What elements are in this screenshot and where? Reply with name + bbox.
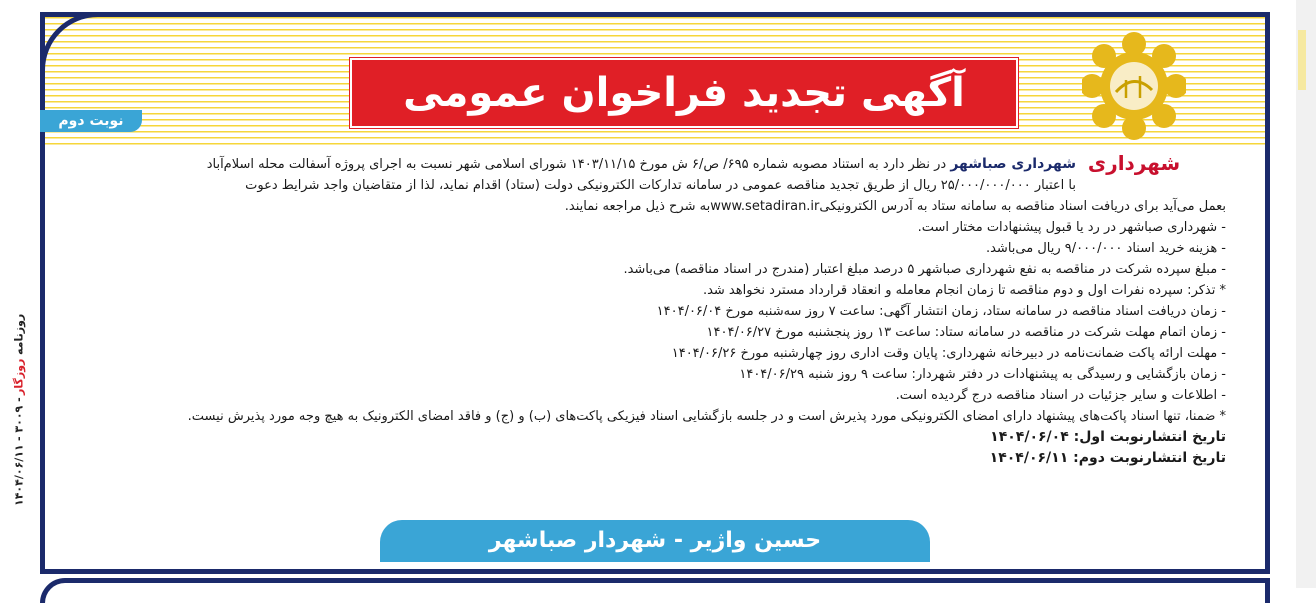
condition-item: * ضمنا، تنها اسناد پاکت‌های پیشنهاد دارای امضای الکترونیکی مورد پذیرش است و در جلسه بازگشایی اسناد فیزیکی پاکت‌های (ب) و (ج) و فاقد امضای الکترونیک به هیچ وجه مورد پذیرش نیست.: [187, 409, 1226, 424]
page-edge-accent: [1298, 30, 1306, 90]
notice-title: آگهی تجدید فراخوان عمومی: [350, 58, 1018, 128]
budget-line: با اعتبار ۲۵/۰۰۰/۰۰۰/۰۰۰ ریال از طریق تجدید مناقصه عمومی در سامانه تدارکات الکترونیکی دولت (ستاد) اقدام نماید، لذا از متقاضیان واجد شرایط دعوت: [245, 178, 1076, 193]
condition-item: - مبلغ سپرده شرکت در مناقصه به نفع شهرداری صباشهر ۵ درصد مبلغ اعتبار (مندرج در اسناد مناقصه) می‌باشد.: [623, 262, 1226, 277]
condition-item: - هزینه خرید اسناد ۹/۰۰۰/۰۰۰ ریال می‌باشد.: [985, 241, 1226, 256]
second-round-badge: نوبت دوم: [40, 110, 142, 132]
mayor-signature: حسین واژیر - شهردار صباشهر: [380, 520, 930, 562]
intro-text: در نظر دارد به استناد مصوبه شماره ۶۹۵/ ص/۶ ش مورخ ۱۴۰۳/۱۱/۱۵ شورای اسلامی شهر نسبت به اجرای پروژه آسفالت محله اسلام‌آباد: [206, 157, 951, 172]
logo-caption: شهرداری: [1087, 151, 1181, 175]
side-date: ۱۴۰۴/۰۶/۱۱: [12, 444, 26, 507]
first-publish-date: تاریخ انتشارنوبت اول: ۱۴۰۴/۰۶/۰۴: [990, 429, 1226, 445]
condition-item: - اطلاعات و سایر جزئیات در اسناد مناقصه درج گردیده است.: [895, 388, 1226, 403]
condition-item: * تذکر: سپرده نفرات اول و دوم مناقصه تا زمان انجام معامله و انعقاد قرارداد مسترد نخواهد شد.: [702, 283, 1226, 298]
website-line: بعمل می‌آید برای دریافت اسناد مناقصه به سامانه ستاد به آدرس الکترونیکیwww.setadiran.irبه شرح ذیل مراجعه نمایند.: [564, 199, 1226, 214]
second-publish-date: تاریخ انتشارنوبت دوم: ۱۴۰۴/۰۶/۱۱: [989, 450, 1226, 466]
condition-item: - مهلت ارائه پاکت ضمانت‌نامه در دبیرخانه شهرداری: پایان وقت اداری روز چهارشنبه مورخ ۱۴۰۴/۰۶/۲۶: [671, 346, 1226, 361]
intro-line: [86, 154, 1226, 175]
notice-body: [86, 154, 1226, 469]
condition-item: - شهرداری صباشهر در رد یا قبول پیشنهادات مختار است.: [917, 220, 1226, 235]
newspaper-side-label: [6, 300, 32, 520]
side-prefix: روزنامه: [12, 313, 26, 356]
condition-item: - زمان اتمام مهلت شرکت در مناقصه در سامانه ستاد: ساعت ۱۳ روز پنجشنبه مورخ ۱۴۰۴/۰۶/۲۷: [706, 325, 1226, 340]
org-name: شهرداری صباشهر: [950, 156, 1076, 172]
side-issue: - ۳۰۰۹ -: [12, 397, 26, 442]
condition-item: - زمان بازگشایی و رسیدگی به پیشنهادات در دفتر شهردار: ساعت ۹ روز شنبه ۱۴۰۴/۰۶/۲۹: [739, 367, 1226, 382]
condition-item: - زمان دریافت اسناد مناقصه در سامانه ستاد، زمان انتشار آگهی: ساعت ۷ روز سه‌شنبه مورخ ۱۴۰۴/۰۶/۰۴: [656, 304, 1226, 319]
next-notice-frame: [40, 578, 1270, 603]
side-brand: روزگار: [12, 358, 26, 395]
